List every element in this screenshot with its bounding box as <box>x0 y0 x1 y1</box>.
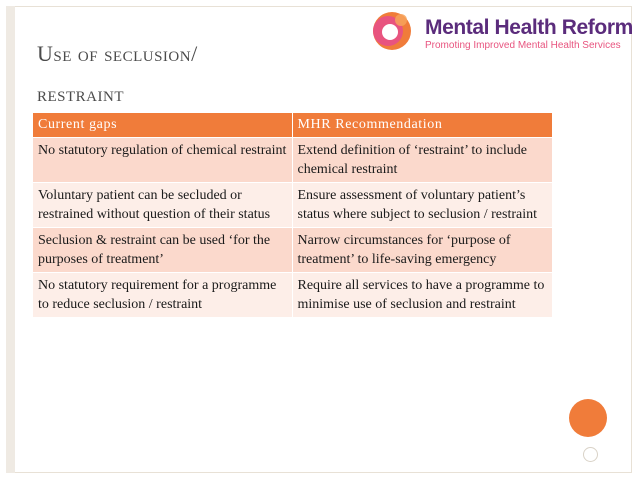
table-row <box>33 273 552 318</box>
left-decorative-strip <box>6 6 15 473</box>
gaps-recommendations-table <box>33 113 553 317</box>
column-header-mhr-recommendation: MHR Recommendation <box>292 113 552 138</box>
table-cell-recommendation: Extend definition of ‘restraint’ to include chemical restraint <box>292 138 552 183</box>
table-cell-recommendation: Ensure assessment of voluntary patient’s status where subject to seclusion / restraint <box>292 183 552 228</box>
slide-title-line-1: Use of seclusion/ <box>37 41 198 66</box>
table-cell-gap: Seclusion & restraint can be used ‘for the purposes of treatment’ <box>33 228 292 273</box>
table-cell-recommendation: Narrow circumstances for ‘purpose of treatment’ to life-saving emergency <box>292 228 552 273</box>
mhr-logo <box>370 6 632 56</box>
table-row <box>33 228 552 273</box>
logo-tagline: Promoting Improved Mental Health Services <box>425 40 621 51</box>
decorative-grey-circle <box>583 447 598 462</box>
table-cell-gap: No statutory requirement for a programme to reduce seclusion / restraint <box>33 273 292 318</box>
mhr-logo-mark-icon <box>370 6 422 56</box>
table-cell-gap: Voluntary patient can be secluded or restrained without question of their status <box>33 183 292 228</box>
decorative-orange-circle <box>569 399 607 437</box>
slide-title <box>37 34 337 114</box>
table-cell-recommendation: Require all services to have a programme to minimise use of seclusion and restraint <box>292 273 552 318</box>
slide-title-line-2: restraint <box>37 81 124 106</box>
logo-name: Mental Health Reform <box>425 16 633 39</box>
table-cell-gap: No statutory regulation of chemical restraint <box>33 138 292 183</box>
table-row <box>33 183 552 228</box>
table-row <box>33 138 552 183</box>
table-header-row <box>33 113 552 138</box>
column-header-current-gaps: Current gaps <box>33 113 292 138</box>
